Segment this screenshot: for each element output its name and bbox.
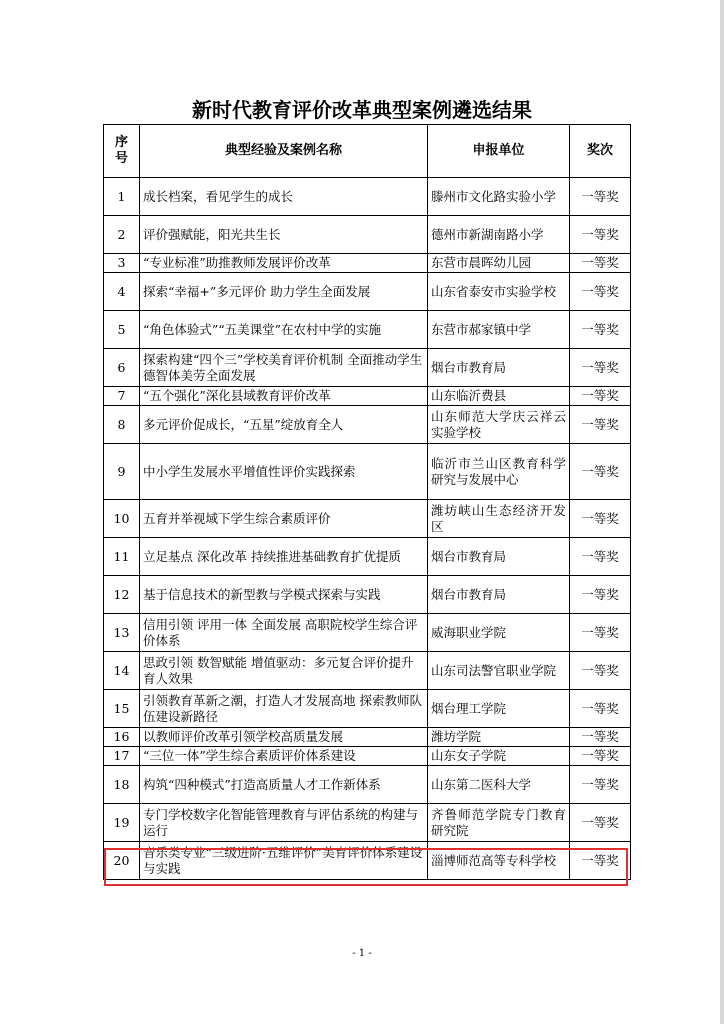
table-row [104,576,631,614]
row-prize: 一等奖 [570,311,631,349]
table-row [104,538,631,576]
row-index: 7 [104,387,140,406]
row-case-name: “三位一体”学生综合素质评价体系建设 [140,747,428,766]
row-unit: 潍坊学院 [428,728,570,747]
row-case-name: “角色体验式”“五美课堂”在农村中学的实施 [140,311,428,349]
row-prize: 一等奖 [570,690,631,728]
header-case: 典型经验及案例名称 [140,125,428,178]
row-prize: 一等奖 [570,747,631,766]
page-edge [720,0,724,1024]
row-prize: 一等奖 [570,500,631,538]
row-case-name: 探索“幸福+”多元评价 助力学生全面发展 [140,273,428,311]
row-unit: 东营市晨晖幼儿园 [428,254,570,273]
row-index: 4 [104,273,140,311]
row-unit: 山东临沂费县 [428,387,570,406]
row-index: 15 [104,690,140,728]
table-row [104,216,631,254]
row-unit: 山东女子学院 [428,747,570,766]
row-prize: 一等奖 [570,254,631,273]
row-unit: 威海职业学院 [428,614,570,652]
row-unit: 山东第二医科大学 [428,766,570,804]
row-index: 12 [104,576,140,614]
table-row [104,444,631,500]
table-body [104,178,631,880]
row-prize: 一等奖 [570,349,631,387]
header-index: 序号 [104,125,140,178]
row-index: 6 [104,349,140,387]
row-index: 5 [104,311,140,349]
header-row [104,125,631,178]
table-row [104,728,631,747]
row-case-name: 探索构建“四个三”学校美育评价机制 全面推动学生德智体美劳全面发展 [140,349,428,387]
row-unit: 烟台市教育局 [428,538,570,576]
row-case-name: 信用引领 评用一体 全面发展 高职院校学生综合评价体系 [140,614,428,652]
row-prize: 一等奖 [570,652,631,690]
row-index: 18 [104,766,140,804]
row-index: 20 [104,842,140,880]
row-prize: 一等奖 [570,842,631,880]
table-row [104,349,631,387]
row-prize: 一等奖 [570,178,631,216]
table-row [104,842,631,880]
row-case-name: 思政引领 数智赋能 增值驱动：多元复合评价提升育人效果 [140,652,428,690]
row-prize: 一等奖 [570,766,631,804]
row-unit: 烟台市教育局 [428,349,570,387]
row-prize: 一等奖 [570,216,631,254]
row-case-name: 中小学生发展水平增值性评价实践探索 [140,444,428,500]
row-index: 1 [104,178,140,216]
row-case-name: 成长档案，看见学生的成长 [140,178,428,216]
row-unit: 淄博师范高等专科学校 [428,842,570,880]
row-unit: 滕州市文化路实验小学 [428,178,570,216]
table-row [104,178,631,216]
row-prize: 一等奖 [570,804,631,842]
row-case-name: “五个强化”深化县域教育评价改革 [140,387,428,406]
row-unit: 齐鲁师范学院专门教育研究院 [428,804,570,842]
row-index: 19 [104,804,140,842]
row-unit: 东营市郝家镇中学 [428,311,570,349]
row-index: 9 [104,444,140,500]
row-index: 17 [104,747,140,766]
row-unit: 山东师范大学庆云祥云实验学校 [428,406,570,444]
row-unit: 德州市新湖南路小学 [428,216,570,254]
page-title: 新时代教育评价改革典型案例遴选结果 [192,98,532,122]
page-number: - 1 - [352,948,372,959]
row-index: 11 [104,538,140,576]
table-row [104,387,631,406]
row-case-name: 五育并举视域下学生综合素质评价 [140,500,428,538]
table-row [104,690,631,728]
row-prize: 一等奖 [570,538,631,576]
row-unit: 临沂市兰山区教育科学研究与发展中心 [428,444,570,500]
row-prize: 一等奖 [570,387,631,406]
row-case-name: 专门学校数字化智能管理教育与评估系统的构建与运行 [140,804,428,842]
row-index: 8 [104,406,140,444]
row-case-name: 音乐类专业“三级进阶·五维评价”美育评价体系建设与实践 [140,842,428,880]
row-unit: 潍坊峡山生态经济开发区 [428,500,570,538]
table-row [104,747,631,766]
row-index: 3 [104,254,140,273]
row-case-name: 基于信息技术的新型教与学模式探索与实践 [140,576,428,614]
row-unit: 烟台市教育局 [428,576,570,614]
row-index: 2 [104,216,140,254]
row-case-name: 多元评价促成长，“五星”绽放育全人 [140,406,428,444]
row-prize: 一等奖 [570,273,631,311]
table-row [104,804,631,842]
row-case-name: 以教师评价改革引领学校高质量发展 [140,728,428,747]
row-unit: 烟台理工学院 [428,690,570,728]
results-table [103,124,631,880]
row-case-name: 引领教育革新之潮，打造人才发展高地 探索教师队伍建设新路径 [140,690,428,728]
table-row [104,614,631,652]
row-case-name: 评价强赋能，阳光共生长 [140,216,428,254]
table-row [104,273,631,311]
table-row [104,652,631,690]
row-index: 14 [104,652,140,690]
row-prize: 一等奖 [570,444,631,500]
table-row [104,406,631,444]
table-row [104,500,631,538]
row-prize: 一等奖 [570,614,631,652]
row-case-name: “专业标准”助推教师发展评价改革 [140,254,428,273]
row-case-name: 构筑“四种模式”打造高质量人才工作新体系 [140,766,428,804]
header-prize: 奖次 [570,125,631,178]
row-case-name: 立足基点 深化改革 持续推进基础教育扩优提质 [140,538,428,576]
row-prize: 一等奖 [570,728,631,747]
header-unit: 申报单位 [428,125,570,178]
table-row [104,766,631,804]
row-unit: 山东司法警官职业学院 [428,652,570,690]
table-row [104,254,631,273]
row-prize: 一等奖 [570,406,631,444]
row-unit: 山东省泰安市实验学校 [428,273,570,311]
row-index: 10 [104,500,140,538]
row-prize: 一等奖 [570,576,631,614]
table-row [104,311,631,349]
row-index: 16 [104,728,140,747]
row-index: 13 [104,614,140,652]
